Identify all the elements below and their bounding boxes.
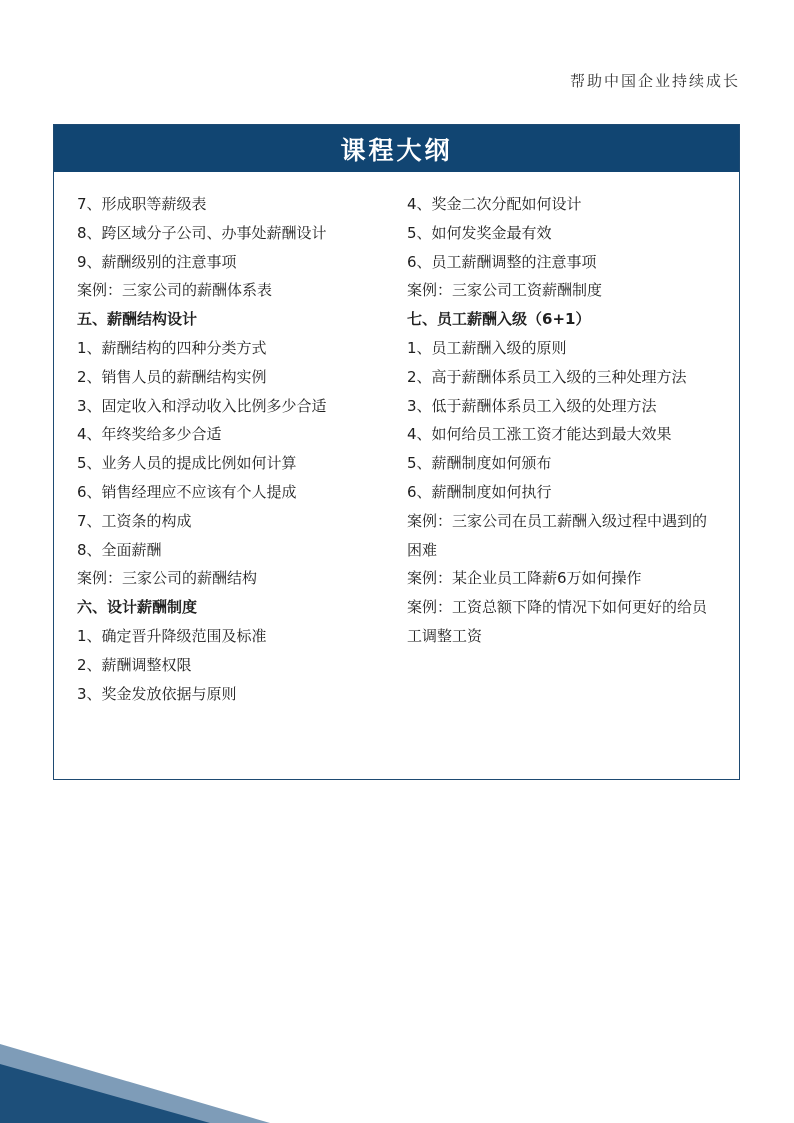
outline-item: 7、形成职等薪级表: [77, 195, 207, 213]
outline-item: 2、销售人员的薪酬结构实例: [77, 367, 267, 386]
outline-section-heading: 五、薪酬结构设计: [77, 310, 198, 329]
outline-item: 4、奖金二次分配如何设计: [407, 195, 582, 213]
outline-item: 2、薪酬调整权限: [77, 655, 192, 674]
outline-item: 4、如何给员工涨工资才能达到最大效果: [407, 425, 672, 444]
outline-item: 1、确定晋升降级范围及标准: [77, 626, 267, 645]
outline-item: 案例：工资总额下降的情况下如何更好的给员工调整工资: [407, 598, 708, 645]
outline-section-heading: 七、员工薪酬入级（6+1）: [407, 310, 591, 329]
outline-item: 8、跨区域分子公司、办事处薪酬设计: [77, 223, 327, 242]
outline-item: 案例：三家公司的薪酬体系表: [77, 281, 273, 300]
outline-item: 3、固定收入和浮动收入比例多少合适: [77, 396, 327, 415]
outline-item: 6、薪酬制度如何执行: [407, 482, 552, 501]
outline-item: 1、员工薪酬入级的原则: [407, 338, 567, 357]
outline-item: 5、如何发奖金最有效: [407, 223, 552, 242]
outline-item: 9、薪酬级别的注意事项: [77, 252, 237, 271]
outline-left-column: [77, 190, 387, 708]
outline-item: 6、销售经理应不应该有个人提成: [77, 482, 297, 501]
outline-item: 案例：三家公司的薪酬结构: [77, 569, 258, 588]
outline-item: 1、薪酬结构的四种分类方式: [77, 338, 267, 357]
outline-right-column: [407, 190, 717, 651]
outline-item: 2、高于薪酬体系员工入级的三种处理方法: [407, 367, 687, 386]
outline-item: 3、低于薪酬体系员工入级的处理方法: [407, 396, 657, 415]
tagline: 帮助中国企业持续成长: [569, 72, 740, 90]
outline-item: 案例：三家公司在员工薪酬入级过程中遇到的困难: [407, 511, 708, 559]
outline-item: 8、全面薪酬: [77, 540, 162, 559]
outline-section-heading: 六、设计薪酬制度: [77, 598, 198, 617]
outline-item: 案例：某企业员工降薪6万如何操作: [407, 569, 642, 588]
outline-item: 5、业务人员的提成比例如何计算: [77, 454, 297, 473]
outline-title: 课程大纲: [340, 135, 453, 165]
corner-decoration: [0, 1000, 794, 1123]
outline-item: 4、年终奖给多少合适: [77, 425, 222, 444]
outline-item: 7、工资条的构成: [77, 511, 192, 530]
outline-header: [54, 125, 739, 172]
course-outline: [53, 124, 740, 780]
outline-item: 3、奖金发放依据与原则: [77, 684, 237, 703]
outline-item: 案例：三家公司工资薪酬制度: [407, 281, 603, 300]
outline-item: 6、员工薪酬调整的注意事项: [407, 252, 597, 271]
outline-item: 5、薪酬制度如何颁布: [407, 454, 552, 473]
